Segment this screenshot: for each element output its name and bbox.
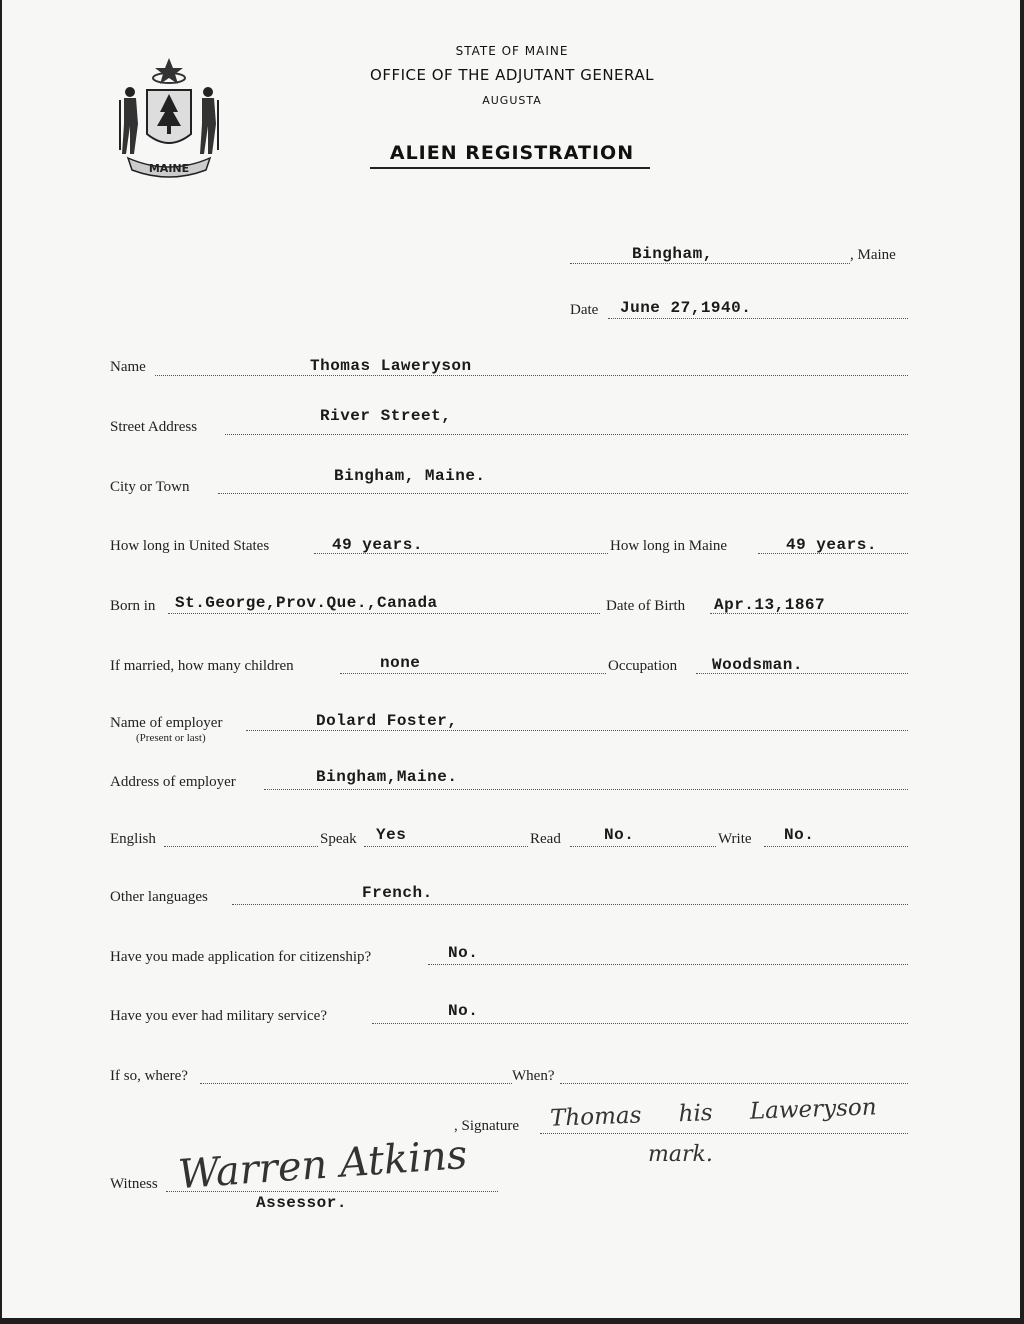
employer-label: Name of employer xyxy=(110,715,223,731)
citizenship-value: No. xyxy=(448,944,479,962)
how-long-us-label: How long in United States xyxy=(110,538,270,554)
name-label: Name xyxy=(110,359,146,375)
children-value: none xyxy=(380,654,421,672)
name-line xyxy=(155,375,908,376)
dob-value: Apr.13,1867 xyxy=(714,596,826,614)
city-line xyxy=(218,493,908,494)
witness-label: Witness xyxy=(110,1176,158,1192)
born-in-value: St.George,Prov.Que.,Canada xyxy=(175,594,438,612)
signature-handwriting: Thomas his Laweryson xyxy=(549,1094,878,1132)
header-state: STATE OF MAINE xyxy=(455,44,569,58)
speak-value: Yes xyxy=(376,826,407,844)
how-long-maine-label: How long in Maine xyxy=(610,538,728,554)
header-office: OFFICE OF THE ADJUTANT GENERAL xyxy=(370,66,654,84)
write-line xyxy=(764,846,908,847)
citizenship-label: Have you made application for citizenship? xyxy=(110,949,372,965)
english-line xyxy=(164,846,318,847)
signature-label: , Signature xyxy=(454,1118,519,1134)
write-label: Write xyxy=(718,831,752,847)
if-so-line xyxy=(200,1083,512,1084)
employer-value: Dolard Foster, xyxy=(316,712,458,730)
title-underline xyxy=(370,167,650,169)
citizenship-line xyxy=(428,964,908,965)
english-label: English xyxy=(110,831,156,847)
born-in-label: Born in xyxy=(110,598,156,614)
street-value: River Street, xyxy=(320,407,452,425)
signature-line xyxy=(540,1133,908,1134)
born-in-line xyxy=(168,613,600,614)
date-line xyxy=(608,318,908,319)
children-line xyxy=(340,673,606,674)
street-label: Street Address xyxy=(110,419,198,435)
other-languages-label: Other languages xyxy=(110,889,208,905)
name-value: Thomas Laweryson xyxy=(310,357,472,375)
town-value: Bingham, xyxy=(632,245,713,263)
form-title: ALIEN REGISTRATION xyxy=(389,142,635,164)
date-value: June 27,1940. xyxy=(620,299,752,317)
write-value: No. xyxy=(784,826,815,844)
svg-text:MAINE: MAINE xyxy=(148,162,190,175)
employer-note: (Present or last) xyxy=(136,732,206,744)
assessor-value: Assessor. xyxy=(256,1194,347,1212)
when-label: When? xyxy=(512,1068,555,1084)
speak-line xyxy=(364,846,528,847)
occupation-label: Occupation xyxy=(608,658,678,674)
read-value: No. xyxy=(604,826,635,844)
other-languages-value: French. xyxy=(362,884,433,902)
dob-label: Date of Birth xyxy=(606,598,686,614)
employer-line xyxy=(246,730,908,731)
employer-address-label: Address of employer xyxy=(110,774,236,790)
city-label: City or Town xyxy=(110,479,190,495)
military-line xyxy=(372,1023,908,1024)
speak-label: Speak xyxy=(320,831,357,847)
how-long-maine-value: 49 years. xyxy=(786,536,877,554)
read-line xyxy=(570,846,716,847)
employer-address-line xyxy=(264,789,908,790)
date-label: Date xyxy=(570,302,599,318)
military-value: No. xyxy=(448,1002,479,1020)
read-label: Read xyxy=(530,831,561,847)
children-label: If married, how many children xyxy=(110,658,294,674)
city-value: Bingham, Maine. xyxy=(334,467,486,485)
when-line xyxy=(560,1083,908,1084)
witness-handwriting: Warren Atkins xyxy=(176,1131,469,1199)
occupation-value: Woodsman. xyxy=(712,656,803,674)
header-city: AUGUSTA xyxy=(482,94,542,107)
signature-mark-handwriting: mark. xyxy=(648,1142,713,1167)
how-long-us-value: 49 years. xyxy=(332,536,423,554)
military-label: Have you ever had military service? xyxy=(110,1008,327,1024)
if-so-label: If so, where? xyxy=(110,1068,188,1084)
maine-label: , Maine xyxy=(850,247,896,263)
employer-address-value: Bingham,Maine. xyxy=(316,768,458,786)
other-languages-line xyxy=(232,904,908,905)
town-line xyxy=(570,263,850,264)
street-line xyxy=(225,434,908,435)
